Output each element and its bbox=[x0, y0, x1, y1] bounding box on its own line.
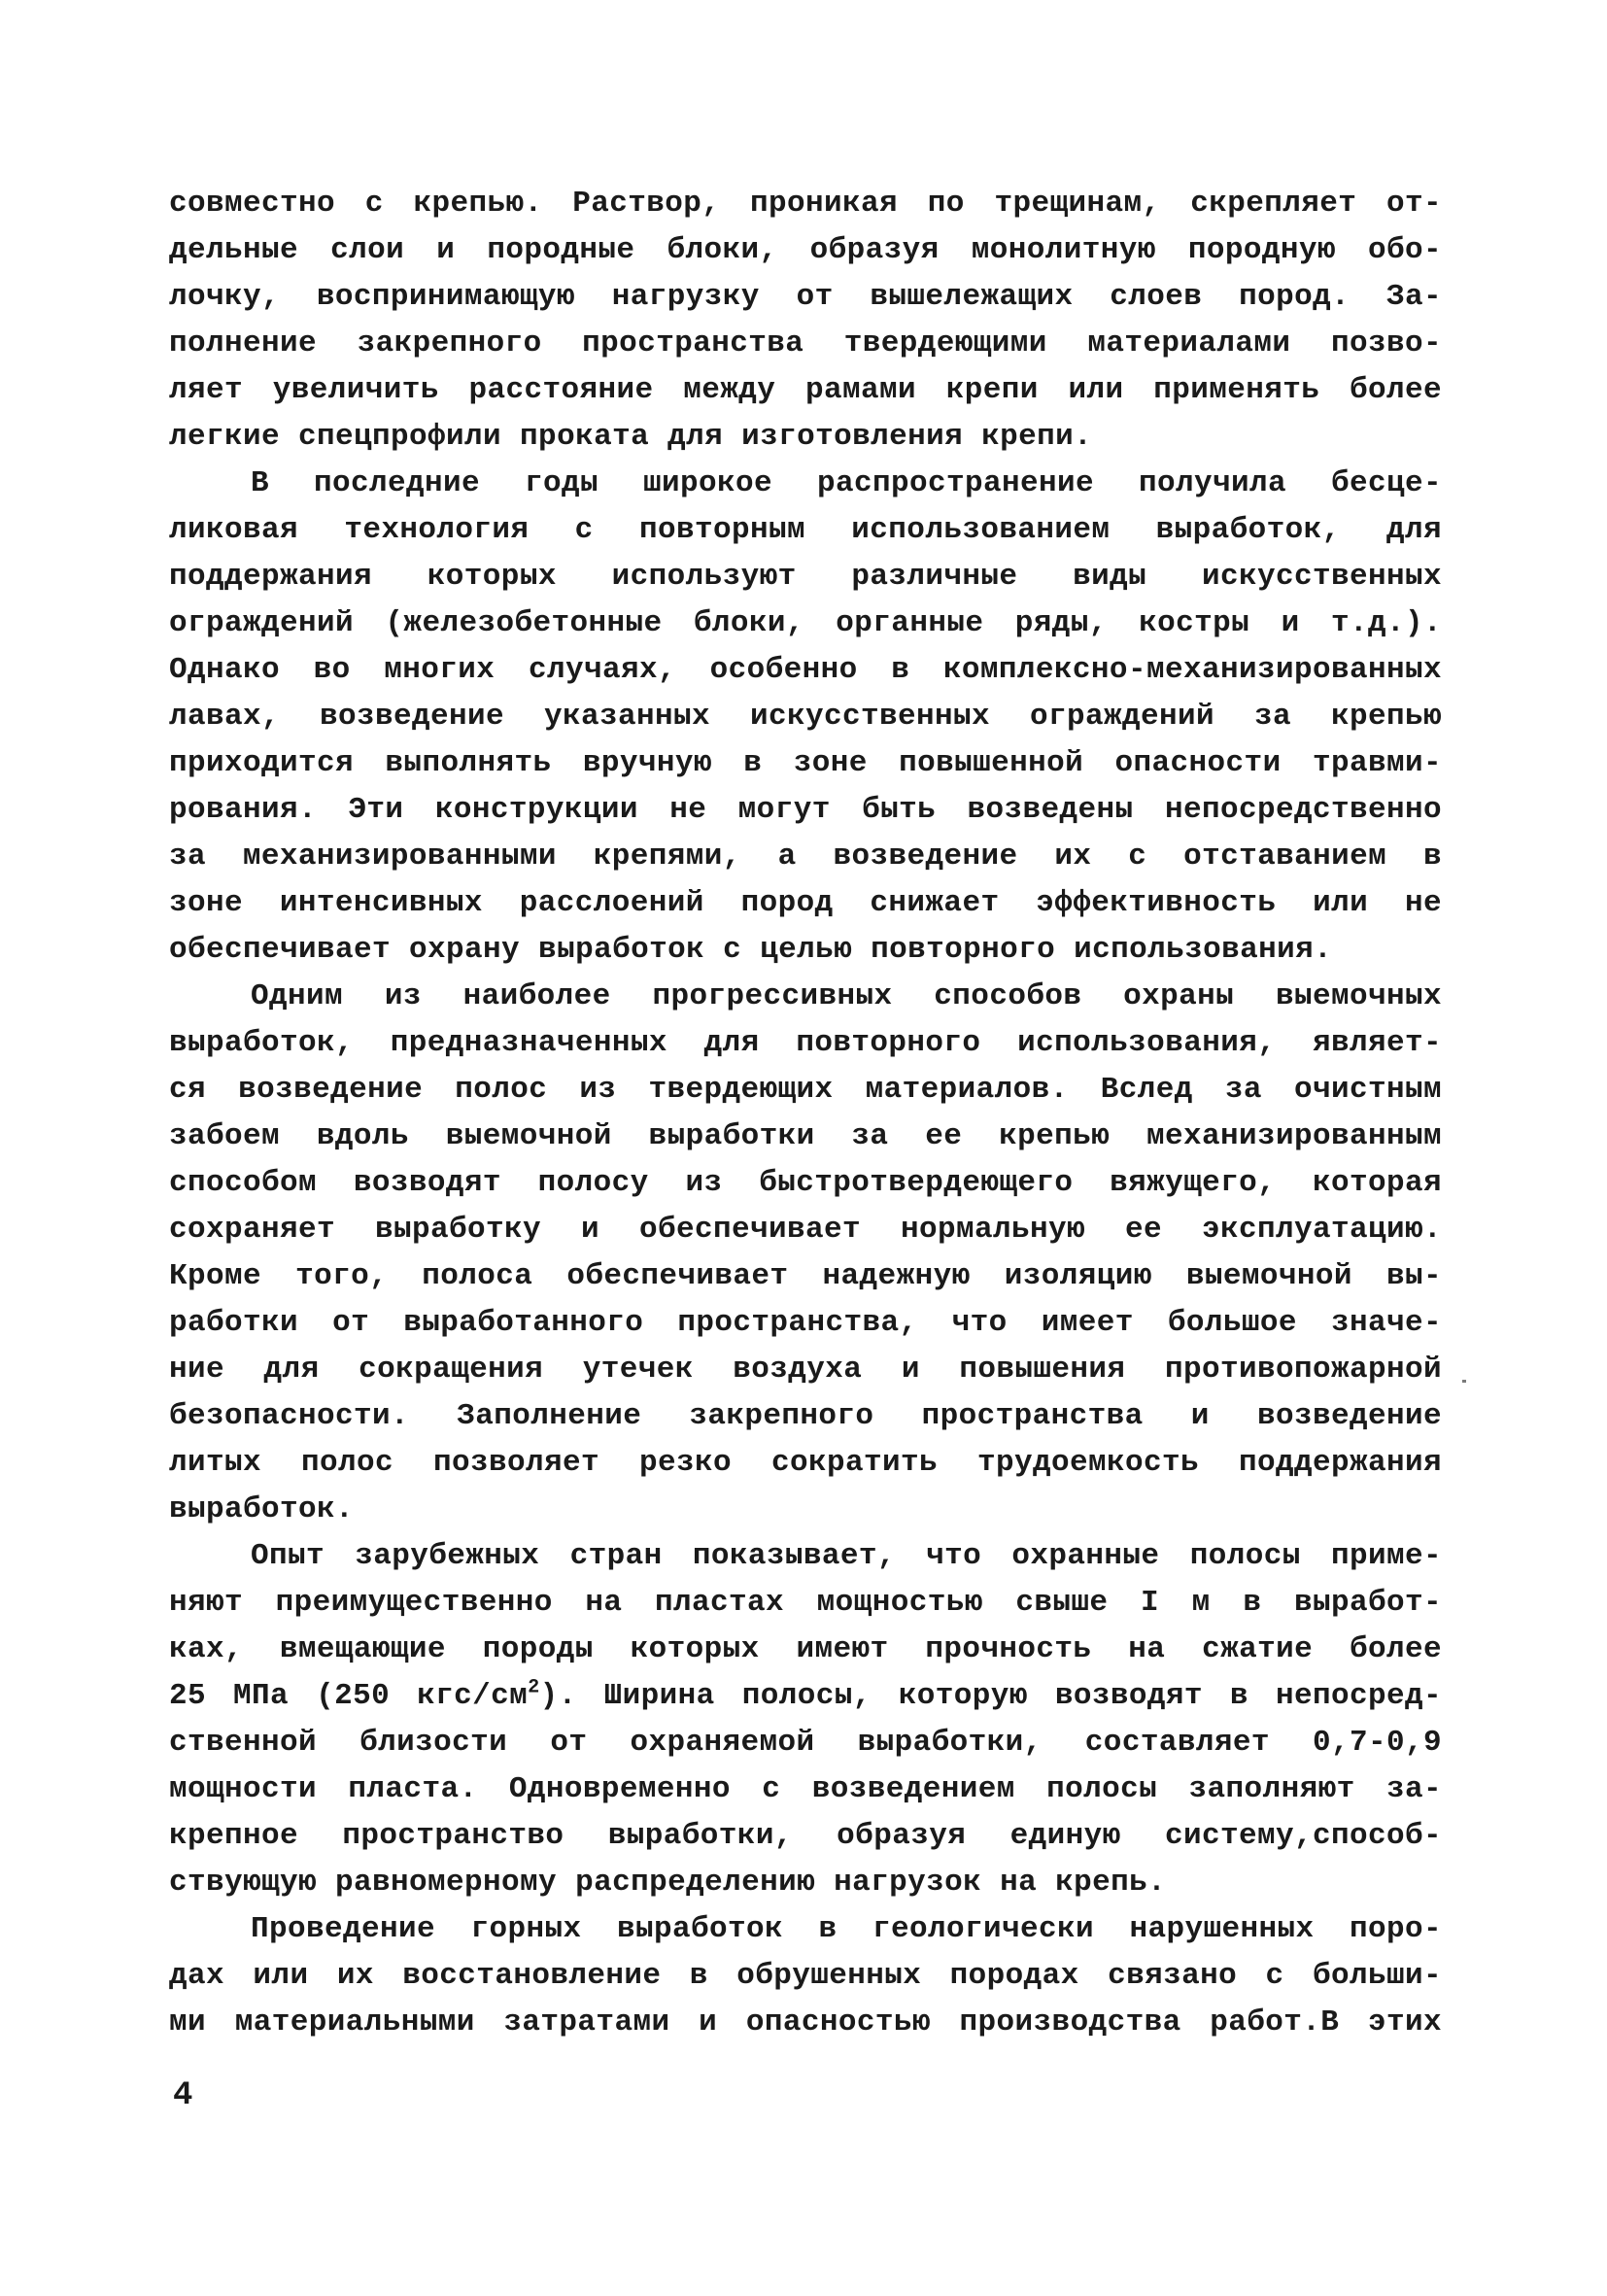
text-line bbox=[169, 1673, 1442, 1720]
text-line: зоне интенсивных расслоений пород снижает эффективность или не bbox=[169, 886, 1442, 920]
text-line: В последние годы широкое распространение получила бесце- bbox=[251, 466, 1442, 500]
text-line: поддержания которых используют различные виды искусственных bbox=[169, 560, 1442, 594]
text-line: няют преимущественно на пластах мощностью свыше I м в выработ- bbox=[169, 1586, 1442, 1620]
text-line: Опыт зарубежных стран показывает, что охранные полосы приме- bbox=[251, 1539, 1442, 1573]
text-line: ствующую равномерному распределению нагрузок на крепь. bbox=[169, 1866, 1167, 1900]
text-line: крепное пространство выработки, образуя единую систему,способ- bbox=[169, 1819, 1442, 1853]
text-line: ляет увеличить расстояние между рамами крепи или применять более bbox=[169, 373, 1442, 407]
text-line: выработок. bbox=[169, 1492, 355, 1526]
text-line: легкие спецпрофили проката для изготовления крепи. bbox=[169, 420, 1093, 454]
text-line: совместно с крепью. Раствор, проникая по трещинам, скрепляет от- bbox=[169, 187, 1442, 221]
text-line: литых полос позволяет резко сократить трудоемкость поддержания bbox=[169, 1446, 1442, 1480]
text-line: Проведение горных выработок в геологически нарушенных поро- bbox=[251, 1912, 1442, 1946]
text-line: дельные слои и породные блоки, образуя монолитную породную обо- bbox=[169, 233, 1442, 267]
text-line: ся возведение полос из твердеющих материалов. Вслед за очистным bbox=[169, 1073, 1442, 1107]
text-line: ми материальными затратами и опасностью производства работ.В этих bbox=[169, 2005, 1442, 2039]
text-line: за механизированными крепями, а возведение их с отставанием в bbox=[169, 840, 1442, 874]
text-line: выработок, предназначенных для повторного использования, являет- bbox=[169, 1026, 1442, 1060]
text-line: способом возводят полосу из быстротвердеющего вяжущего, которая bbox=[169, 1166, 1442, 1200]
text-line: рования. Эти конструкции не могут быть возведены непосредственно bbox=[169, 793, 1442, 827]
body-text bbox=[169, 181, 1442, 2046]
text-line: забоем вдоль выемочной выработки за ее крепью механизированным bbox=[169, 1119, 1442, 1153]
text-line: сохраняет выработку и обеспечивает нормальную ее эксплуатацию. bbox=[169, 1213, 1442, 1247]
text-line: ограждений (железобетонные блоки, органные ряды, костры и т.д.). bbox=[169, 606, 1442, 640]
text-line: ственной близости от охраняемой выработки, составляет 0,7-0,9 bbox=[169, 1726, 1442, 1760]
text-line: безопасности. Заполнение закрепного пространства и возведение bbox=[169, 1399, 1442, 1433]
text-line-part: ). Ширина полосы, которую возводят в непосред- bbox=[539, 1679, 1442, 1713]
superscript: 2 bbox=[528, 1676, 540, 1699]
text-line: ликовая технология с повторным использованием выработок, для bbox=[169, 513, 1442, 547]
text-line: дах или их восстановление в обрушенных породах связано с больши- bbox=[169, 1959, 1442, 1993]
text-line: работки от выработанного пространства, что имеет большое значе- bbox=[169, 1306, 1442, 1340]
page-number: 4 bbox=[173, 2077, 193, 2114]
text-line: приходится выполнять вручную в зоне повышенной опасности травми- bbox=[169, 746, 1442, 780]
text-line: лочку, воспринимающую нагрузку от вышележащих слоев пород. За- bbox=[169, 280, 1442, 314]
text-line: Одним из наиболее прогрессивных способов охраны выемочных bbox=[251, 979, 1442, 1013]
margin-mark bbox=[1462, 1380, 1466, 1383]
text-line: обеспечивает охрану выработок с целью повторного использования. bbox=[169, 933, 1333, 967]
text-line: мощности пласта. Одновременно с возведением полосы заполняют за- bbox=[169, 1772, 1442, 1806]
text-line: полнение закрепного пространства твердеющими материалами позво- bbox=[169, 326, 1442, 360]
text-line-part: 25 МПа (250 кгс/см bbox=[169, 1679, 529, 1713]
text-line: Однако во многих случаях, особенно в комплексно-механизированных bbox=[169, 653, 1442, 687]
text-line: Кроме того, полоса обеспечивает надежную изоляцию выемочной вы- bbox=[169, 1259, 1442, 1293]
text-line: лавах, возведение указанных искусственных ограждений за крепью bbox=[169, 700, 1442, 734]
text-line: ках, вмещающие породы которых имеют прочность на сжатие более bbox=[169, 1632, 1442, 1666]
text-line: ние для сокращения утечек воздуха и повышения противопожарной bbox=[169, 1353, 1442, 1387]
